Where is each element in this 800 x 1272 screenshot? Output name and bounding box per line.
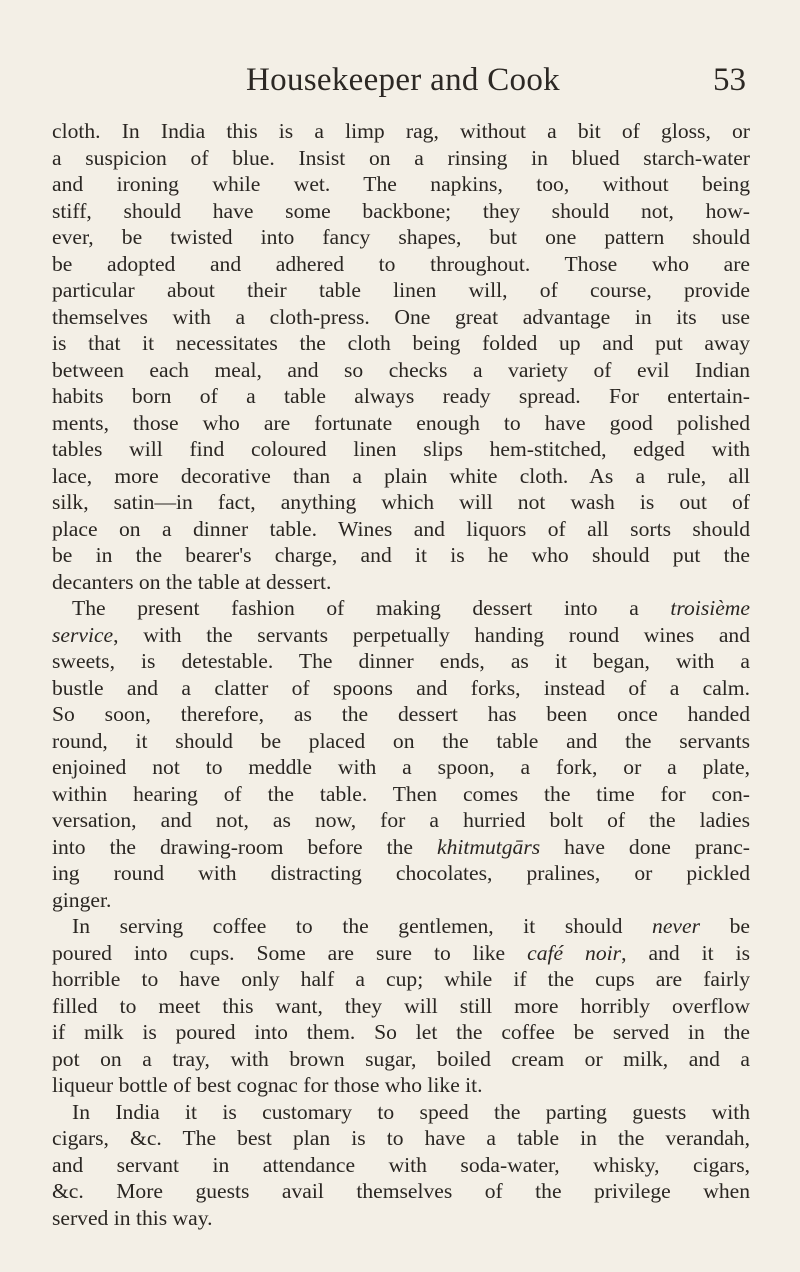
running-head (60, 62, 746, 102)
text-line (52, 1019, 750, 1046)
text-segment: be in the bearer's charge, and it is he who should put the (52, 543, 750, 567)
italic-segment: café noir (527, 940, 622, 965)
text-line (52, 224, 750, 251)
text-line (52, 807, 750, 834)
text-line (52, 251, 750, 278)
text-line (52, 145, 750, 172)
text-segment: In serving coffee to the gentlemen, it should (72, 914, 653, 938)
text-segment: be (700, 914, 751, 938)
text-line (52, 1205, 750, 1232)
text-line (52, 860, 750, 887)
text-line (52, 913, 750, 940)
text-segment: be adopted and adhered to throughout. Those who are (52, 251, 750, 276)
text-line (52, 1152, 750, 1179)
text-segment: themselves with a cloth-press. One great advantage in its use (52, 304, 750, 329)
text-line (52, 834, 750, 861)
text-line (52, 966, 750, 993)
text-line (52, 171, 750, 198)
text-segment: ever, be twisted into fancy shapes, but one pattern should (52, 225, 750, 249)
text-segment: decanters on the table at dessert. (52, 569, 332, 594)
text-segment: bustle and a clatter of spoons and forks, instead of a calm. (52, 675, 750, 700)
text-segment: a suspicion of blue. Insist on a rinsing in blued starch-water (52, 145, 750, 170)
text-segment: into the drawing-room before the (52, 834, 437, 859)
text-line (52, 728, 750, 755)
text-segment: is that it necessitates the cloth being folded up and put away (52, 331, 750, 355)
text-line (52, 1125, 750, 1152)
text-segment: silk, satin—in fact, anything which will not wash is out of (52, 490, 750, 514)
italic-segment: service (52, 622, 114, 647)
text-segment: sweets, is detestable. The dinner ends, as it began, with a (52, 649, 750, 673)
text-segment: tables will find coloured linen slips hem-stitched, edged with (52, 437, 750, 461)
text-segment: filled to meet this want, they will still more horribly overflow (52, 993, 750, 1018)
text-line (52, 383, 750, 410)
text-segment: poured into cups. Some are sure to like (52, 940, 528, 965)
text-segment: round, it should be placed on the table and the servants (52, 728, 750, 753)
text-segment: place on a dinner table. Wines and liquors of all sorts should (52, 516, 750, 541)
text-line (52, 754, 750, 781)
running-title: Housekeeper and Cook (246, 62, 560, 98)
text-line (52, 516, 750, 543)
text-line (52, 675, 750, 702)
text-segment: ments, those who are fortunate enough to have good polished (52, 410, 750, 435)
text-line (52, 701, 750, 728)
text-line (52, 542, 750, 569)
text-line (52, 357, 750, 384)
text-line (52, 1072, 750, 1099)
text-line (52, 489, 750, 516)
text-segment: pot on a tray, with brown sugar, boiled cream or milk, and a (52, 1046, 750, 1071)
text-segment: within hearing of the table. Then comes the time for con- (52, 781, 750, 806)
text-segment: particular about their table linen will, of course, provide (52, 278, 750, 302)
italic-segment: never (652, 914, 701, 938)
text-segment: and servant in attendance with soda-water, whisky, cigars, (52, 1152, 750, 1177)
page-number: 53 (713, 62, 746, 98)
text-segment: enjoined not to meddle with a spoon, a fork, or a plate, (52, 755, 750, 779)
text-segment: versation, and not, as now, for a hurried bolt of the ladies (52, 808, 750, 832)
text-segment: The present fashion of making dessert into a (72, 596, 671, 620)
text-line (52, 118, 750, 145)
text-line (52, 410, 750, 437)
text-line (52, 1046, 750, 1073)
text-line (52, 993, 750, 1020)
text-line (52, 940, 750, 967)
italic-segment: khitmutgārs (436, 834, 541, 859)
text-line (52, 330, 750, 357)
text-line (52, 648, 750, 675)
text-segment: between each meal, and so checks a variety of evil Indian (52, 357, 750, 382)
text-segment: habits born of a table always ready spread. For entertain- (52, 384, 750, 408)
text-segment: So soon, therefore, as the dessert has been once handed (52, 702, 750, 726)
text-segment: lace, more decorative than a plain white cloth. As a rule, all (52, 463, 750, 488)
text-segment: and ironing while wet. The napkins, too, without being (52, 172, 750, 196)
text-segment: liqueur bottle of best cognac for those who like it. (52, 1073, 483, 1097)
text-line (52, 622, 750, 649)
text-segment: ginger. (52, 887, 112, 912)
text-segment: , with the servants perpetually handing round wines and (113, 622, 750, 647)
text-segment: horrible to have only half a cup; while if the cups are fairly (52, 967, 750, 991)
text-segment: &c. More guests avail themselves of the privilege when (52, 1179, 750, 1203)
text-line (52, 198, 750, 225)
text-segment: cigars, &c. The best plan is to have a table in the verandah, (52, 1126, 750, 1150)
text-line (52, 1099, 750, 1126)
text-line (52, 277, 750, 304)
text-line (52, 436, 750, 463)
text-segment: served in this way. (52, 1205, 213, 1230)
italic-segment: troisième (670, 596, 750, 620)
text-segment: , and it is (621, 940, 750, 965)
text-line (52, 463, 750, 490)
text-segment: ing round with distracting chocolates, pralines, or pickled (52, 861, 750, 885)
text-segment: cloth. In India this is a limp rag, without a bit of gloss, or (52, 119, 750, 143)
text-line (52, 595, 750, 622)
body-text (52, 118, 750, 1231)
text-line (52, 781, 750, 808)
text-line (52, 569, 750, 596)
text-line (52, 304, 750, 331)
text-segment: In India it is customary to speed the parting guests with (72, 1099, 750, 1124)
text-segment: have done pranc- (540, 834, 751, 859)
text-line (52, 1178, 750, 1205)
text-segment: if milk is poured into them. So let the coffee be served in the (52, 1020, 750, 1044)
text-line (52, 887, 750, 914)
text-segment: stiff, should have some backbone; they should not, how- (52, 198, 750, 223)
